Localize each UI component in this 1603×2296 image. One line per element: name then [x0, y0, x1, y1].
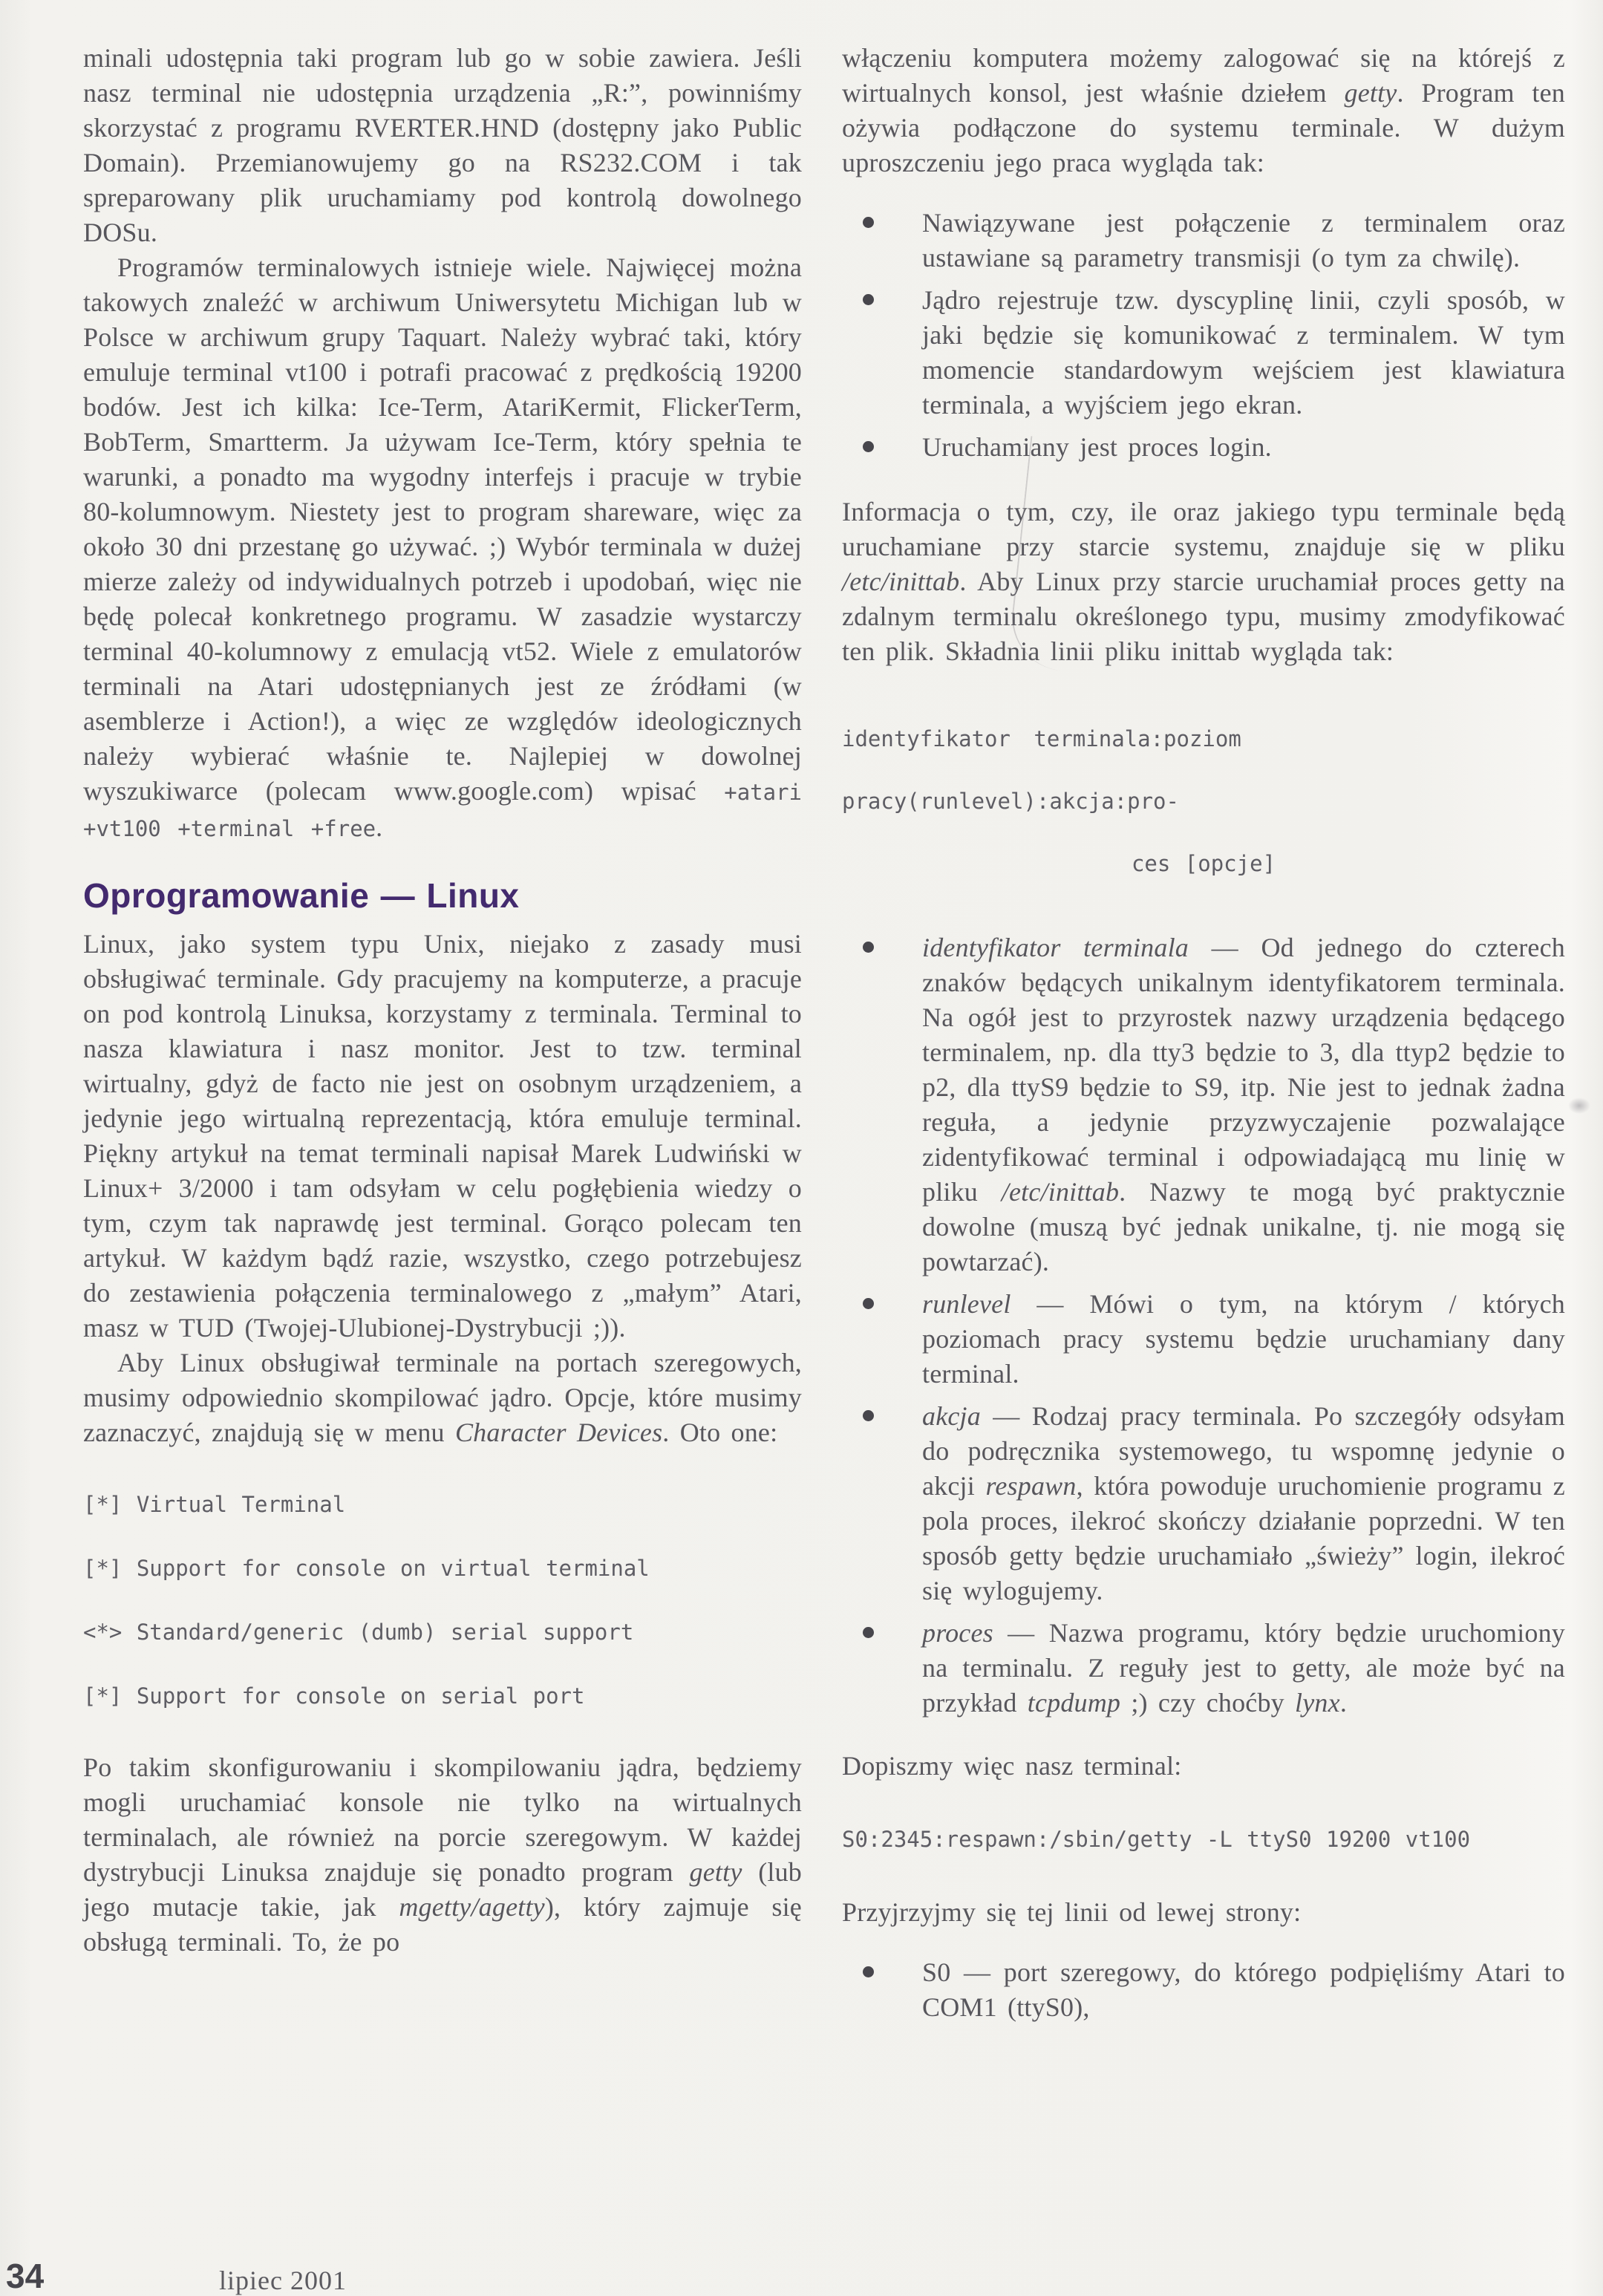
terminal-line-code-block	[842, 1821, 1565, 1858]
list-item	[842, 930, 1565, 1279]
code-line: S0:2345:respawn:/sbin/getty -L ttyS0 19200 vt100	[842, 1827, 1471, 1852]
code-line: ces [opcje]	[1131, 851, 1276, 876]
bullet-icon	[863, 942, 874, 953]
code-line: [*] Virtual Terminal	[83, 1492, 346, 1517]
code-line: <*> Standard/generic (dumb) serial support	[83, 1620, 634, 1645]
list-item	[842, 1955, 1565, 2025]
s0-explanation-list	[842, 1955, 1565, 2025]
code-line: [*] Support for console on virtual terminal	[83, 1556, 650, 1581]
list-item	[842, 1616, 1565, 1721]
list-item	[842, 283, 1565, 423]
bullet-icon	[863, 294, 874, 305]
paragraph-linux-terminals: Linux, jako system typu Unix, niejako z zasady musi obsługiwać terminale. Gdy pracujemy na komputerze, a pracuje on pod kontrolą Linuksa, korzystamy z terminala. Terminal to nasza klawiatura i nasz monitor. Jest to tzw. terminal wirtualny, gdyż de facto nie jest on osobnym urządzeniem, a jedynie jego wirtualną reprezentacją, która emuluje terminal. Piękny artykuł na temat terminali napisał Marek Ludwiński w Linux+ 3/2000 i tam odsyłam w celu pogłębienia wiedzy o tym, czym tak naprawdę jest terminal. Gorąco polecam ten artykuł. W każdym bądź razie, wszystko, czego potrzebujesz do zestawienia połączenia terminalowego z „małym” Atari, masz w TUD (Twojej-Ulubionej-Dystrybucji ;)).	[83, 929, 802, 1343]
list-item	[842, 1399, 1565, 1608]
bullet-icon	[863, 441, 874, 452]
paragraph-przyjrzyjmy: Przyjrzyjmy się tej linii od lewej strony:	[842, 1897, 1302, 1927]
list-item-text: Nawiązywane jest połączenie z terminalem oraz ustawiane są parametry transmisji (o tym za chwilę).	[922, 208, 1565, 273]
getty-steps-list	[842, 206, 1565, 465]
scan-smudge-artifact	[1568, 1098, 1590, 1114]
code-line: identyfikator terminala:poziom pracy(runlevel):akcja:pro-	[842, 726, 1241, 814]
bullet-icon	[863, 1966, 874, 1977]
code-line: [*] Support for console on serial port	[83, 1683, 585, 1709]
list-item-text: Uruchamiany jest proces login.	[922, 432, 1272, 462]
bullet-icon	[863, 217, 874, 228]
footer-issue-label: lipiec 2001	[219, 2266, 347, 2295]
right-column	[842, 41, 1565, 2032]
paragraph-terminal-programs: Programów terminalowych istnieje wiele. Najwięcej można takowych znaleźć w archiwum Uniwersytetu Michigan lub w Polsce w archiwum grupy Taquart. Należy wybrać taki, który emuluje terminal vt100 i potrafi pracować z prędkością 19200 bodów. Jest ich kilka: Ice-Term, AtariKermit, FlickerTerm, BobTerm, Smartterm. Ja używam Ice-Term, który spełnia te warunki, a ponadto ma wygodny interfejs i pracuje w trybie 80-kolumnowym. Niestety jest to program shareware, więc za około 30 dni przestanę go używać. ;) Wybór terminala w dużej mierze zależy od indywidualnych potrzeb i upodobań, więc nie będę polecał konkretnego programu. W zasadzie wystarczy terminal 40-kolumnowy z emulacją vt52. Wiele z emulatorów terminali na Atari udostępnianych jest ze źródłami (w asemblerze i Action!), a więc ze względów ideologicznych należy wybierać właśnie te. Najlepiej w dowolnej wyszukiwarce (polecam www.google.com) wpisać +atari +vt100 +terminal +free.	[83, 252, 802, 842]
list-item-text: akcja — Rodzaj pracy terminala. Po szczegóły odsyłam do podręcznika systemowego, tu wspomnę jedynie o akcji respawn, która powoduje uruchomienie programu z pola proces, ilekroć skończy działanie poprzedni. W ten sposób getty będzie uruchamiało „świeży” login, ilekroć się wylogujemy.	[922, 1401, 1565, 1605]
list-item-text: S0 — port szeregowy, do którego podpięliśmy Atari to COM1 (ttyS0),	[922, 1957, 1565, 2022]
bullet-icon	[863, 1627, 874, 1638]
paragraph-dopiszmy: Dopiszmy więc nasz terminal:	[842, 1751, 1182, 1781]
list-item-text: runlevel — Mówi o tym, na którym / których poziomach pracy systemu będzie uruchamiany dany terminal.	[922, 1289, 1565, 1389]
bullet-icon	[863, 1410, 874, 1421]
list-item	[842, 206, 1565, 275]
inittab-syntax-code-block	[842, 708, 1565, 895]
list-item-text: proces — Nazwa programu, który będzie uruchomiony na terminalu. Z reguły jest to getty, ale może być na przykład tcpdump ;) czy choćby lynx.	[922, 1618, 1565, 1718]
paragraph-continuation: minali udostępnia taki program lub go w sobie zawiera. Jeśli nasz terminal nie udostępnia urządzenia „R:”, powinniśmy skorzystać z programu RVERTER.HND (dostępny jako Public Domain). Przemianowujemy go na RS232.COM i tak spreparowany plik uruchamiamy pod kontrolą dowolnego DOSu.	[83, 43, 802, 247]
list-item-text: identyfikator terminala — Od jednego do czterech znaków będących unikalnym identyfikatorem terminala. Na ogół jest to przyrostek nazwy urządzenia będącego terminalem, np. dla tty3 będzie to 3, dla ttyp2 będzie to p2, dla ttyS9 będzie to S9, itp. Nie jest to jednak żadna reguła, a jedynie przyzwyczajenie pozwalające zidentyfikować terminal i odpowiadającą mu linię w pliku /etc/inittab. Nazwy te mogą być praktycznie dowolne (muszą być jednak unikalne, tj. nie mogą się powtarzać).	[922, 933, 1565, 1276]
list-item	[842, 430, 1565, 465]
section-heading-oprogramowanie-linux: Oprogramowanie — Linux	[83, 876, 520, 915]
kernel-options-code-block	[83, 1472, 802, 1728]
list-item	[842, 1287, 1565, 1392]
paragraph-inittab-info: Informacja o tym, czy, ile oraz jakiego typu terminale będą uruchamiane przy starcie systemu, znajduje się w pliku /etc/inittab. Aby Linux przy starcie uruchamiał proces getty na zdalnym terminalu określonego typu, musimy zmodyfikować ten plik. Składnia linii pliku inittab wygląda tak:	[842, 497, 1565, 666]
page-number: 34	[6, 2257, 45, 2295]
paragraph-getty-intro: włączeniu komputera możemy zalogować się na którejś z wirtualnych konsol, jest właśnie dziełem getty. Program ten ożywia podłączone do systemu terminale. W dużym uproszczeniu jego praca wygląda tak:	[842, 43, 1565, 177]
bullet-icon	[863, 1298, 874, 1309]
inittab-fields-list	[842, 930, 1565, 1721]
left-column	[83, 41, 802, 1960]
paragraph-kernel-compile: Aby Linux obsługiwał terminale na portach szeregowych, musimy odpowiednio skompilować jądro. Opcje, które musimy zaznaczyć, znajdują się w menu Character Devices. Oto one:	[83, 1348, 802, 1447]
paragraph-after-kernel: Po takim skonfigurowaniu i skompilowaniu jądra, będziemy mogli uruchamiać konsole nie tylko na wirtualnych terminalach, ale również na porcie szeregowym. W każdej dystrybucji Linuksa znajduje się ponadto program getty (lub jego mutacje takie, jak mgetty/agetty), który zajmuje się obsługą terminali. To, że po	[83, 1752, 802, 1957]
list-item-text: Jądro rejestruje tzw. dyscyplinę linii, czyli sposób, w jaki będzie się komunikować z terminalem. W tym momencie standardowym wejściem jest klawiatura terminala, a wyjściem jego ekran.	[922, 285, 1565, 420]
